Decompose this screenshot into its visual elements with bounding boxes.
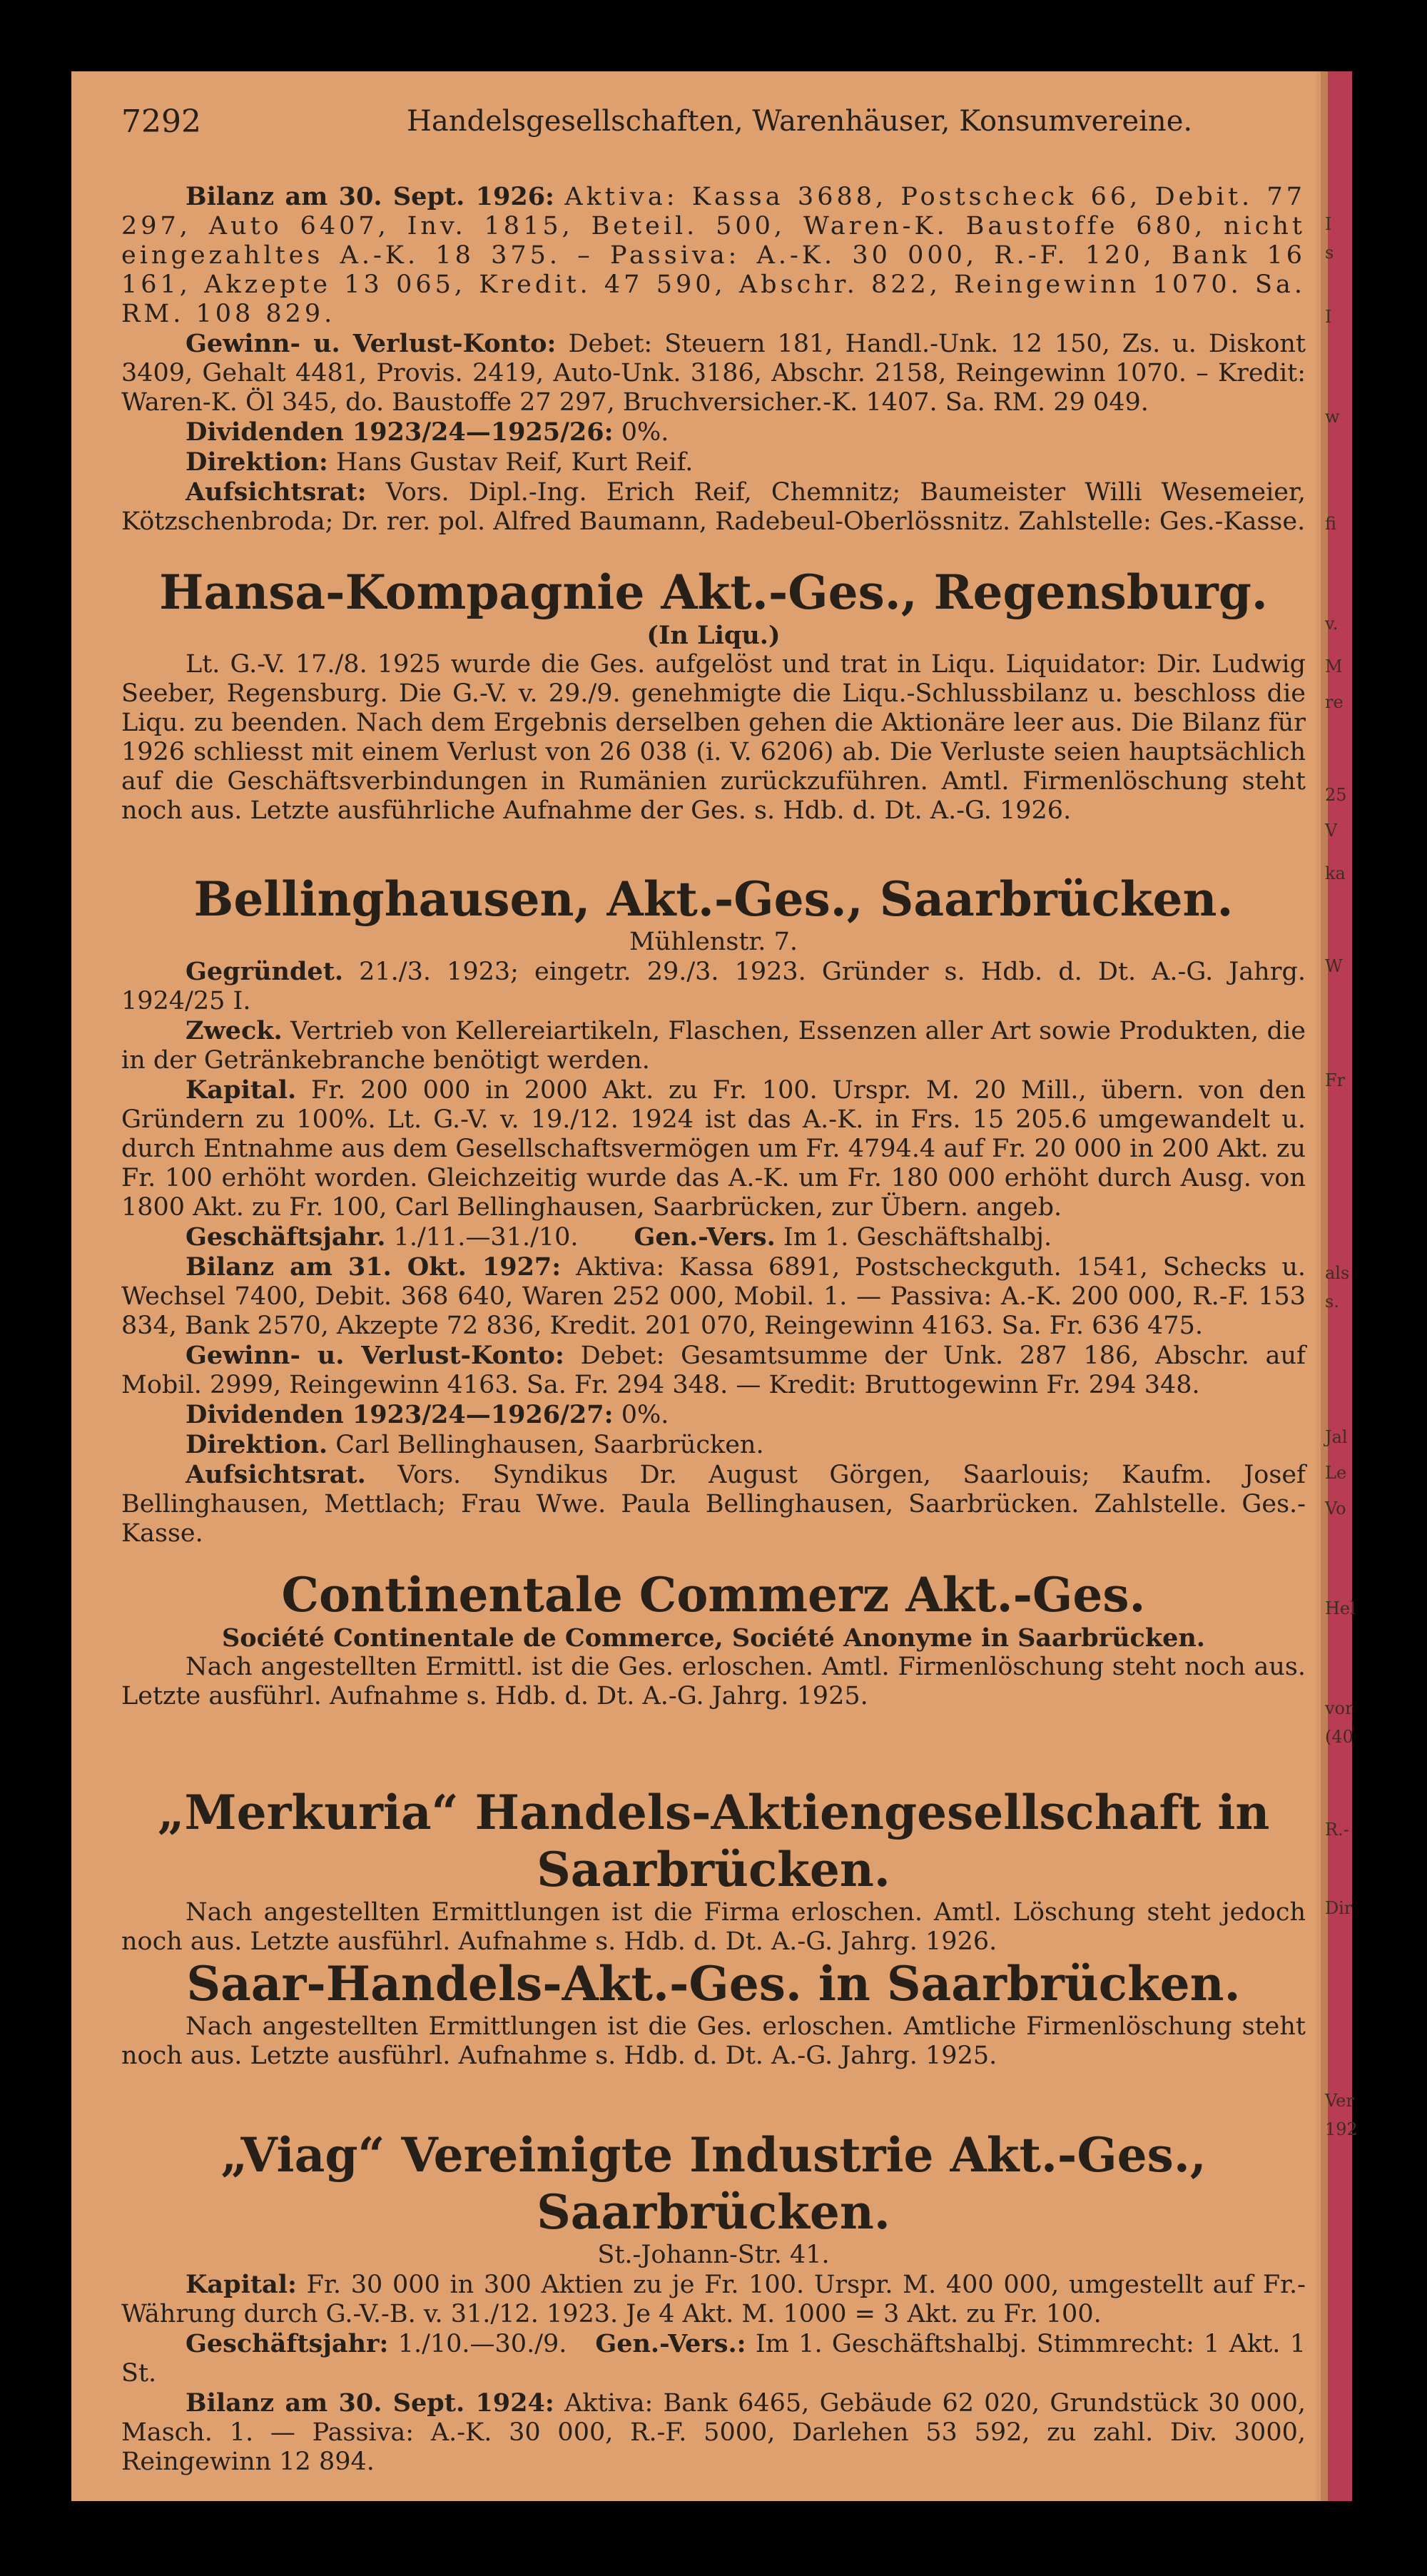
bilanz-text: Aktiva: Bank 6465, Gebäude 62 020, Grundstück 30 000, Masch. 1. — Passiva: A.-K. 30 000, R.-F. 5000, Darlehen 53 592, zu zahl. Div. 3000, Reingewinn 12 894. — [121, 2389, 1306, 2476]
dividenden-paragraph — [121, 1400, 1306, 1430]
genvers-text: Im 1. Geschäftshalbj. Stimmrecht: 1 Akt. 1 St. — [121, 2330, 1306, 2388]
margin-fragment: I — [1325, 307, 1332, 327]
margin-fragment: Le — [1325, 1463, 1347, 1483]
gegruendet-text: 21./3. 1923; eingetr. 29./3. 1923. Gründer s. Hdb. d. Dt. A.-G. Jahrg. 1924/25 I. — [121, 958, 1306, 1015]
margin-fragment: re — [1325, 692, 1344, 712]
genvers-label: Gen.-Vers. — [634, 1222, 776, 1252]
aufsichtsrat-text: Vors. Dipl.-Ing. Erich Reif, Chemnitz; Baumeister Willi Wesemeier, Kötzschenbroda; Dr. rer. pol. Alfred Baumann, Radebeul-Oberlössnitz. Zahlstelle: Ges.-Kasse. — [121, 478, 1306, 536]
geschaeftsjahr-paragraph — [121, 2329, 1306, 2388]
gewinn-text: Debet: Steuern 181, Handl.-Unk. 12 150, Zs. u. Diskont 3409, Gehalt 4481, Provis. 2419, Auto-Unk. 3186, Abschr. 2158, Reingewinn 1070. – Kredit: Waren-K. Öl 345, do. Baustoffe 27 297, Bruchversicher.-K. 1407. Sa. RM. 29 049. — [121, 330, 1306, 417]
bilanz-label: Bilanz am 30. Sept. 1926: — [186, 182, 554, 211]
margin-fragment: I — [1325, 214, 1332, 234]
gegruendet-label: Gegründet. — [186, 957, 344, 986]
direktion-paragraph — [121, 1430, 1306, 1460]
gewinn-label: Gewinn- u. Verlust-Konto: — [186, 1341, 564, 1370]
entry-title: Hansa-Kompagnie Akt.-Ges., Regensburg. — [159, 564, 1268, 620]
margin-fragment: (40 — [1325, 1727, 1354, 1747]
margin-fragment: vor — [1325, 1698, 1354, 1718]
margin-fragment: fi — [1325, 514, 1337, 534]
aufsichtsrat-label: Aufsichtsrat: — [186, 477, 367, 507]
geschaeftsjahr-label: Geschäftsjahr. — [186, 1222, 386, 1252]
bilanz-text: Aktiva: Kassa 6891, Postscheckguth. 1541, Schecks u. Wechsel 7400, Debit. 368 640, Waren 252 000, Mobil. 1. — Passiva: A.-K. 200 000, R.-F. 153 834, Bank 2570, Akzepte 72 836, Kredit. 201 070, Reingewinn 4163. Sa. Fr. 636 475. — [121, 1253, 1306, 1340]
book-page — [71, 71, 1358, 2501]
kapital-paragraph — [121, 2270, 1306, 2329]
geschaeftsjahr-label: Geschäftsjahr: — [186, 2329, 389, 2358]
margin-fragment: s — [1325, 243, 1334, 263]
zweck-text: Vertrieb von Kellereiartikeln, Flaschen, Essenzen aller Art sowie Produkten, die in der Getränkebranche benötigt werden. — [121, 1017, 1306, 1075]
margin-fragment: 192 — [1325, 2119, 1358, 2139]
margin-fragment: als — [1325, 1263, 1350, 1283]
entry-title: Continentale Commerz Akt.-Ges. — [281, 1567, 1146, 1623]
bilanz-paragraph — [121, 182, 1306, 329]
aufsichtsrat-label: Aufsichtsrat. — [186, 1460, 366, 1489]
entry-title: „Viag“ Vereinigte Industrie Akt.-Ges., Saarbrücken. — [220, 2127, 1207, 2240]
entry-address: St.-Johann-Str. 41. — [597, 2241, 830, 2269]
margin-fragment: v. — [1325, 614, 1339, 634]
dividenden-label: Dividenden 1923/24—1925/26: — [186, 417, 614, 447]
kapital-label: Kapital: — [186, 2270, 297, 2299]
direktion-label: Direktion. — [186, 1430, 328, 1459]
gewinn-paragraph — [121, 329, 1306, 417]
entry-text: Nach angestellten Ermittlungen ist die Firma erloschen. Amtl. Löschung steht jedoch noch aus. Letzte ausführl. Aufnahme s. Hdb. d. Dt. A.-G. Jahrg. 1926. — [121, 1898, 1306, 1956]
page-header — [121, 103, 1299, 140]
bilanz-text: Aktiva: Kassa 3688, Postscheck 66, Debit. 77 297, Auto 6407, Inv. 1815, Beteil. 500, Waren-K. Baustoffe 680, nicht eingezahltes A.-K. 18 375. – Passiva: A.-K. 30 000, R.-F. 120, Bank 16 161, Akzepte 13 065, Kredit. 47 590, Abschr. 822, Reingewinn 1070. Sa. RM. 108 829. — [121, 183, 1306, 328]
margin-fragment: Vo — [1325, 1499, 1346, 1518]
dividenden-text: 0%. — [621, 418, 669, 447]
zweck-paragraph — [121, 1016, 1306, 1075]
gewinn-text: Debet: Gesamtsumme der Unk. 287 186, Abschr. auf Mobil. 2999, Reingewinn 4163. Sa. Fr. 294 348. — Kredit: Bruttogewinn Fr. 294 348. — [121, 1342, 1306, 1399]
gegruendet-paragraph — [121, 957, 1306, 1016]
direktion-text: Carl Bellinghausen, Saarbrücken. — [335, 1431, 764, 1459]
page-number: 7292 — [121, 103, 201, 140]
margin-fragment: V — [1325, 821, 1338, 841]
margin-fragment: w — [1325, 407, 1340, 427]
kapital-paragraph — [121, 1075, 1306, 1222]
entry-hansa — [121, 564, 1306, 826]
entry-viag — [121, 2126, 1306, 2477]
entry-title: Saar-Handels-Akt.-Ges. in Saarbrücken. — [186, 1956, 1241, 2012]
entry-subtitle: Société Continentale de Commerce, Société Anonyme in Saarbrücken. — [222, 1623, 1205, 1653]
margin-fragment: Jal — [1325, 1427, 1348, 1447]
entry-title: „Merkuria“ Handels-Aktiengesellschaft in Saarbrücken. — [157, 1785, 1270, 1897]
direktion-paragraph — [121, 447, 1306, 477]
genvers-text: Im 1. Geschäftshalbj. — [783, 1223, 1052, 1252]
entry-bellinghausen — [121, 871, 1306, 1548]
entry-saar — [121, 1955, 1306, 2071]
geschaeftsjahr-text: 1./11.—31./10. — [393, 1223, 579, 1252]
margin-fragment: Ver — [1325, 2091, 1354, 2111]
entry-merkuria — [121, 1784, 1306, 1957]
bilanz-paragraph — [121, 1252, 1306, 1341]
margin-fragment: Hel — [1325, 1598, 1356, 1618]
entry-text: Nach angestellten Ermittlungen ist die Ges. erloschen. Amtliche Firmenlöschung steht noch aus. Letzte ausführl. Aufnahme s. Hdb. d. Dt. A.-G. Jahrg. 1925. — [121, 2012, 1306, 2070]
margin-fragment: Fr — [1325, 1070, 1346, 1090]
geschaeftsjahr-paragraph — [121, 1222, 1306, 1252]
aufsichtsrat-text: Vors. Syndikus Dr. August Görgen, Saarlouis; Kaufm. Josef Bellinghausen, Mettlach; Frau Wwe. Paula Bellinghausen, Saarbrücken. Zahlstelle. Ges.-Kasse. — [121, 1461, 1306, 1548]
running-title: Handelsgesellschaften, Warenhäuser, Konsumvereine. — [407, 105, 1193, 138]
entry-continued — [121, 182, 1306, 537]
entry-subtitle: (In Liqu.) — [646, 621, 781, 650]
zweck-label: Zweck. — [186, 1016, 283, 1045]
direktion-label: Direktion: — [186, 447, 328, 477]
kapital-text: Fr. 30 000 in 300 Aktien zu je Fr. 100. Urspr. M. 400 000, umgestellt auf Fr.-Währung durch G.-V.-B. v. 31./12. 1923. Je 4 Akt. M. 1000 = 3 Akt. zu Fr. 100. — [121, 2271, 1306, 2328]
kapital-text: Fr. 200 000 in 2000 Akt. zu Fr. 100. Urspr. M. 20 Mill., übern. von den Gründern zu 100%. Lt. G.-V. v. 19./12. 1924 ist das A.-K. in Frs. 15 205.6 umgewandelt u. durch Entnahme aus dem Gesellschaftsvermögen um Fr. 4794.4 auf Fr. 20 000 in 200 Akt. zu Fr. 100 erhöht worden. Gleichzeitig wurde das A.-K. um Fr. 180 000 erhöht durch Ausg. von 1800 Akt. zu Fr. 100, Carl Bellinghausen, Saarbrücken, zur Übern. angeb. — [121, 1076, 1306, 1222]
entry-text: Lt. G.-V. 17./8. 1925 wurde die Ges. aufgelöst und trat in Liqu. Liquidator: Dir. Ludwig Seeber, Regensburg. Die G.-V. v. 29./9. genehmigte die Liqu.-Schlussbilanz u. beschloss die Liqu. zu beenden. Nach dem Ergebnis derselben gehen die Aktionäre leer aus. Die Bilanz für 1926 schliesst mit einem Verlust von 26 038 (i. V. 6206) ab. Die Verluste seien hauptsächlich auf die Geschäftsverbindungen in Rumänien zurückzuführen. Amtl. Firmenlöschung steht noch aus. Letzte ausführliche Aufnahme der Ges. s. Hdb. d. Dt. A.-G. 1926. — [121, 650, 1306, 825]
dividenden-label: Dividenden 1923/24—1926/27: — [186, 1400, 614, 1429]
bilanz-label: Bilanz am 31. Okt. 1927: — [186, 1252, 562, 1282]
genvers-label: Gen.-Vers.: — [595, 2329, 746, 2358]
dividenden-text: 0%. — [621, 1401, 669, 1429]
entry-text: Nach angestellten Ermittl. ist die Ges. erloschen. Amtl. Firmenlöschung steht noch aus. Letzte ausführl. Aufnahme s. Hdb. d. Dt. A.-G. Jahrg. 1925. — [121, 1653, 1306, 1710]
margin-fragment: Dir — [1325, 1898, 1353, 1918]
entry-continentale — [121, 1566, 1306, 1711]
margin-fragment: s. — [1325, 1292, 1339, 1312]
margin-fragment: ka — [1325, 863, 1346, 883]
aufsichtsrat-paragraph — [121, 1460, 1306, 1548]
bilanz-label: Bilanz am 30. Sept. 1924: — [186, 2388, 554, 2418]
entry-title: Bellinghausen, Akt.-Ges., Saarbrücken. — [193, 871, 1234, 927]
kapital-label: Kapital. — [186, 1075, 297, 1105]
margin-fragment: W — [1325, 956, 1343, 976]
direktion-text: Hans Gustav Reif, Kurt Reif. — [335, 448, 694, 477]
margin-fragment: M — [1325, 656, 1343, 676]
geschaeftsjahr-text: 1./10.—30./9. — [397, 2330, 567, 2358]
gewinn-label: Gewinn- u. Verlust-Konto: — [186, 329, 557, 358]
bilanz-paragraph — [121, 2388, 1306, 2477]
margin-fragment: R.- — [1325, 1820, 1349, 1840]
margin-fragment: 25 — [1325, 785, 1347, 805]
dividenden-paragraph — [121, 417, 1306, 447]
aufsichtsrat-paragraph — [121, 477, 1306, 537]
entry-address: Mühlenstr. 7. — [629, 928, 798, 956]
gewinn-paragraph — [121, 1341, 1306, 1400]
